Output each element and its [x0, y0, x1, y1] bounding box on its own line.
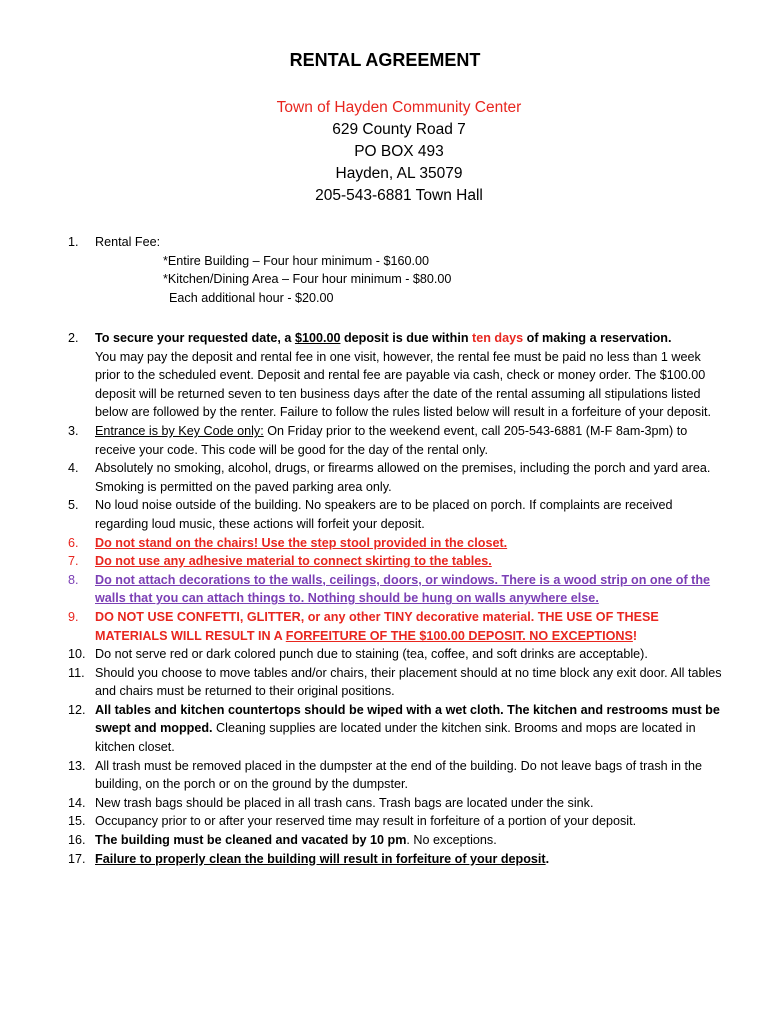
item-number: 9.: [68, 609, 79, 624]
forfeiture-rule: Failure to properly clean the building will result in forfeiture of your deposit: [95, 851, 546, 866]
org-name: Town of Hayden Community Center: [276, 99, 522, 116]
cleaning-rule: All tables and kitchen countertops should be wiped with a wet cloth. The kitchen and restrooms must be swept and mopped.: [95, 702, 720, 736]
list-item: [68, 812, 728, 831]
list-item: [68, 664, 728, 701]
item-number: 8.: [68, 572, 79, 587]
item-number: 7.: [68, 554, 79, 569]
list-item: [68, 831, 728, 850]
item-number: 16.: [68, 833, 86, 848]
item-number: 2.: [68, 331, 79, 345]
forfeiture-rule-end: .: [545, 851, 550, 866]
list-item: [68, 422, 728, 459]
list-item: [68, 459, 728, 496]
list-item: [68, 534, 728, 553]
item-number: 1.: [68, 235, 79, 249]
trash-bags-rule: New trash bags should be placed in all trash cans. Trash bags are located under the sink.: [95, 795, 594, 810]
key-code-body: On Friday prior to the weekend event, call 205-543-6881 (M-F 8am-3pm) to receive your code. This code will be good for the day of the rental only.: [95, 423, 688, 457]
fee-entire-building: *Entire Building – Four hour minimum - $160.00: [163, 253, 429, 268]
deposit-text-3: of making a reservation.: [523, 331, 672, 345]
confetti-rule-end: !: [632, 628, 638, 643]
punch-rule: Do not serve red or dark colored punch due to staining (tea, coffee, and soft drinks are acceptable).: [95, 647, 648, 662]
noise-rule: No loud noise outside of the building. No speakers are to be placed on porch. If complaints are received regarding loud music, these actions will forfeit your deposit.: [95, 498, 673, 531]
deposit-body: You may pay the deposit and rental fee in one visit, however, the rental fee must be paid no less than 1 week prior to the scheduled event. Deposit and rental fee are payable via cash, check or money order. The $100.00 deposit will be returned seven to ten business days after the date of the rental assuming all stipulations listed below are followed by the renter. Failure to follow the rules listed below will result in a forfeiture of your deposit.: [95, 349, 712, 420]
list-item: [68, 329, 728, 422]
item-number: 4.: [68, 461, 79, 476]
occupancy-rule: Occupancy prior to or after your reserved time may result in forfeiture of a portion of your deposit.: [95, 814, 637, 829]
phone-line: 205-543-6881 Town Hall: [315, 187, 483, 204]
item-number: 13.: [68, 758, 86, 773]
trash-rule: All trash must be removed placed in the dumpster at the end of the building. Do not leave bags of trash in the building, on the porch or on the ground by the dumpster.: [95, 758, 702, 792]
deposit-amount: $100.00: [294, 331, 341, 345]
list-item: [68, 850, 728, 869]
deposit-days: ten days: [472, 331, 524, 345]
chairs-rule: Do not stand on the chairs! Use the step stool provided in the closet.: [95, 535, 508, 550]
item-number: 14.: [68, 795, 86, 810]
fee-kitchen: *Kitchen/Dining Area – Four hour minimum - $80.00: [163, 272, 452, 287]
adhesive-rule: Do not use any adhesive material to connect skirting to the tables.: [95, 554, 492, 569]
rules-list: [68, 329, 728, 868]
list-item: [68, 645, 728, 664]
item-number: 15.: [68, 814, 86, 829]
rental-fee-label: Rental Fee:: [95, 235, 161, 249]
confetti-rule: DO NOT USE CONFETTI, GLITTER, or any other TINY decorative material. THE USE OF THESE MATERIALS WILL RESULT IN A: [95, 609, 659, 643]
list-item: [68, 757, 728, 794]
document-title: RENTAL AGREEMENT: [289, 50, 481, 70]
key-code-heading: Entrance is by Key Code only:: [95, 423, 264, 438]
tables-chairs-rule: Should you choose to move tables and/or chairs, their placement should at no time block any exit door. All tables and chairs must be returned to their original positions.: [95, 665, 722, 699]
list-item: [68, 571, 728, 608]
list-item: [68, 496, 728, 533]
list-item: [68, 552, 728, 571]
city-line: Hayden, AL 35079: [335, 165, 463, 182]
no-smoking-rule: Absolutely no smoking, alcohol, drugs, or firearms allowed on the premises, including the porch and yard area. Smoking is permitted on the paved parking area only.: [95, 461, 711, 494]
item-number: 3.: [68, 423, 79, 438]
rental-fee-section: [68, 233, 728, 307]
address-line-2: PO BOX 493: [354, 143, 444, 160]
vacate-rule-end: . No exceptions.: [406, 833, 497, 848]
list-item: [68, 794, 728, 813]
list-item: [68, 701, 728, 757]
deposit-text: To secure your requested date, a: [95, 331, 295, 345]
cleaning-supplies: Cleaning supplies are located under the kitchen sink. Brooms and mops are located in kitchen closet.: [95, 721, 696, 755]
address-line-1: 629 County Road 7: [332, 121, 466, 138]
vacate-rule: The building must be cleaned and vacated by 10 pm: [95, 833, 407, 848]
item-number: 12.: [68, 702, 86, 717]
forfeiture-warning: FORFEITURE OF THE $100.00 DEPOSIT. NO EXCEPTIONS: [285, 628, 633, 643]
list-item: [68, 233, 728, 307]
item-number: 11.: [68, 665, 85, 680]
item-number: 5.: [68, 498, 79, 513]
item-number: 10.: [68, 647, 86, 662]
decorations-rule: Do not attach decorations to the walls, ceilings, doors, or windows. There is a wood strip on one of the walls that you can attach things to. Nothing should be hung on walls anywhere else.: [95, 572, 711, 606]
list-item: [68, 608, 728, 645]
header-block: [0, 97, 770, 207]
item-number: 6.: [68, 535, 79, 550]
deposit-text-2: deposit is due within: [340, 331, 473, 345]
fee-additional-hour: Each additional hour - $20.00: [169, 290, 334, 305]
item-number: 17.: [68, 851, 86, 866]
